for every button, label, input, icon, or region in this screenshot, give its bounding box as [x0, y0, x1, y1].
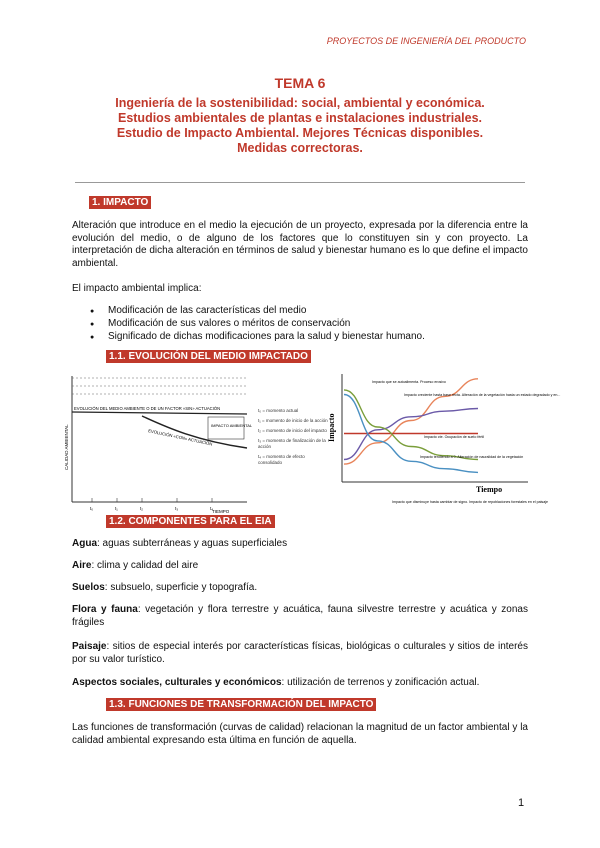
term: Aspectos sociales, culturales y económicos — [72, 677, 282, 688]
componente-aspectos — [72, 677, 528, 690]
figure-evolucion-medio — [62, 370, 252, 516]
section-heading-evolucion: 1.1. EVOLUCIÓN DEL MEDIO IMPACTADO — [106, 350, 311, 363]
bullet-list — [90, 304, 425, 343]
figure-left-legend — [258, 408, 328, 466]
term: Agua — [72, 538, 97, 549]
series-line-autoalimenta — [344, 379, 478, 464]
tick-label: t₂ — [140, 506, 143, 511]
legend-item: t₄ = momento de efecto consolidado — [258, 454, 305, 465]
figure-tipos-impacto — [327, 370, 561, 512]
curve-upper-label: EVOLUCIÓN DEL MEDIO AMBIENTE O DE UN FACTOR «SIN» ACTUACIÓN — [74, 406, 221, 411]
list-item: ● Significado de dichas modificaciones para la salud y bienestar humano. — [90, 330, 425, 343]
tick-label: t₁ — [115, 506, 118, 511]
curve-lower-label: EVOLUCIÓN «CON» ACTUACIÓN — [147, 428, 213, 447]
paragraph-implica: El impacto ambiental implica: — [72, 283, 202, 294]
section-heading-impacto: 1. IMPACTO — [89, 196, 151, 209]
document-title — [70, 96, 530, 156]
componente-aire — [72, 560, 528, 573]
componente-paisaje — [72, 641, 528, 666]
title-line: Ingeniería de la sostenibilidad: social, ambiental y económica. — [115, 96, 485, 110]
tick-label: t₄ — [210, 506, 214, 511]
x-axis-label: TIEMPO — [212, 509, 230, 514]
componente-flora-fauna — [72, 604, 528, 629]
annotation: Impacto tendiendo a 0. Alteración de nauralidad de la vegetación — [420, 455, 524, 459]
y-axis-label: Impacto — [327, 413, 336, 442]
definition: : aguas subterráneas y aguas superficiales — [97, 538, 288, 549]
tick-label: t₃ — [175, 506, 179, 511]
list-item: ● Modificación de las características del medio — [90, 304, 425, 317]
y-axis-label: CALIDAD AMBIENTAL — [64, 424, 69, 470]
divider — [75, 182, 525, 183]
legend-item: t₁ = momento de inicio de la acción — [258, 418, 328, 423]
legend-item: t₀ = momento actual — [258, 408, 299, 413]
annotation: Impacto que disminuye hasta cambiar de signo. Impacto de repoblaciones forestales en el paisaje — [392, 500, 549, 504]
definition: : clima y calidad del aire — [91, 560, 199, 571]
section-heading-funciones: 1.3. FUNCIONES DE TRANSFORMACIÓN DEL IMPACTO — [106, 698, 376, 711]
definition: : vegetación y flora terrestre y acuática, fauna silvestre terrestre y acuática y zonas frágiles — [72, 604, 528, 628]
title-line: Medidas correctoras. — [237, 141, 363, 155]
tick-label: t₀ — [90, 506, 94, 511]
term: Paisaje — [72, 641, 107, 652]
title-line: Estudios ambientales de plantas e instalaciones industriales. — [117, 111, 482, 125]
legend-item: t₃ = momento de finalización de la acción — [258, 438, 326, 449]
section-heading-componentes: 1.2. COMPONENTES PARA EL EIA — [106, 515, 275, 528]
page-number: 1 — [518, 797, 525, 809]
x-axis-label: Tiempo — [476, 485, 503, 494]
componente-suelos — [72, 582, 528, 595]
term: Suelos — [72, 582, 105, 593]
componente-agua — [72, 538, 528, 551]
definition: : subsuelo, superficie y topografía. — [104, 582, 258, 593]
paragraph-funciones: Las funciones de transformación (curvas de calidad) relacionan la magnitud de un factor ambiental y la calidad ambiental expresando esta última en función de aquella. — [72, 722, 528, 746]
definition: : utilización de terrenos y zonificación actual. — [281, 677, 480, 688]
running-header: PROYECTOS DE INGENIERÍA DEL PRODUCTO — [326, 36, 526, 46]
annotation: Impacto cte. Ocupación de suelo fértil — [424, 435, 485, 439]
title-line: Estudio de Impacto Ambiental. Mejores Técnicas disponibles. — [116, 126, 484, 140]
legend-item: t₂ = momento de inicio del impacto — [258, 428, 327, 433]
term: Flora y fauna — [72, 604, 138, 615]
term: Aire — [72, 560, 92, 571]
tema-heading: TEMA 6 — [274, 75, 326, 91]
list-item: ● Modificación de sus valores o méritos de conservación — [90, 317, 425, 330]
annotation: Impacto creciente hasta base recta. Alteración de la vegetación hasta un estado degradado y en... — [404, 393, 561, 397]
annotation: Impacto que se autoalimenta. Proceso erosivo — [372, 380, 446, 384]
definition: : sitios de especial interés por características físicas, biológicas o culturales y sitios de interés por su valor turístico. — [72, 641, 528, 665]
paragraph-definicion: Alteración que introduce en el medio la ejecución de un proyecto, expresada por la diferencia entre la evolución del medio, o de alguno de los factores que lo constituyen sin y con proyecto. La interpretación de dicha alteración en términos de salud y bienestar humano es lo que define el impacto ambiental. — [72, 220, 528, 269]
impact-box-label: IMPACTO AMBIENTAL — [211, 423, 253, 428]
